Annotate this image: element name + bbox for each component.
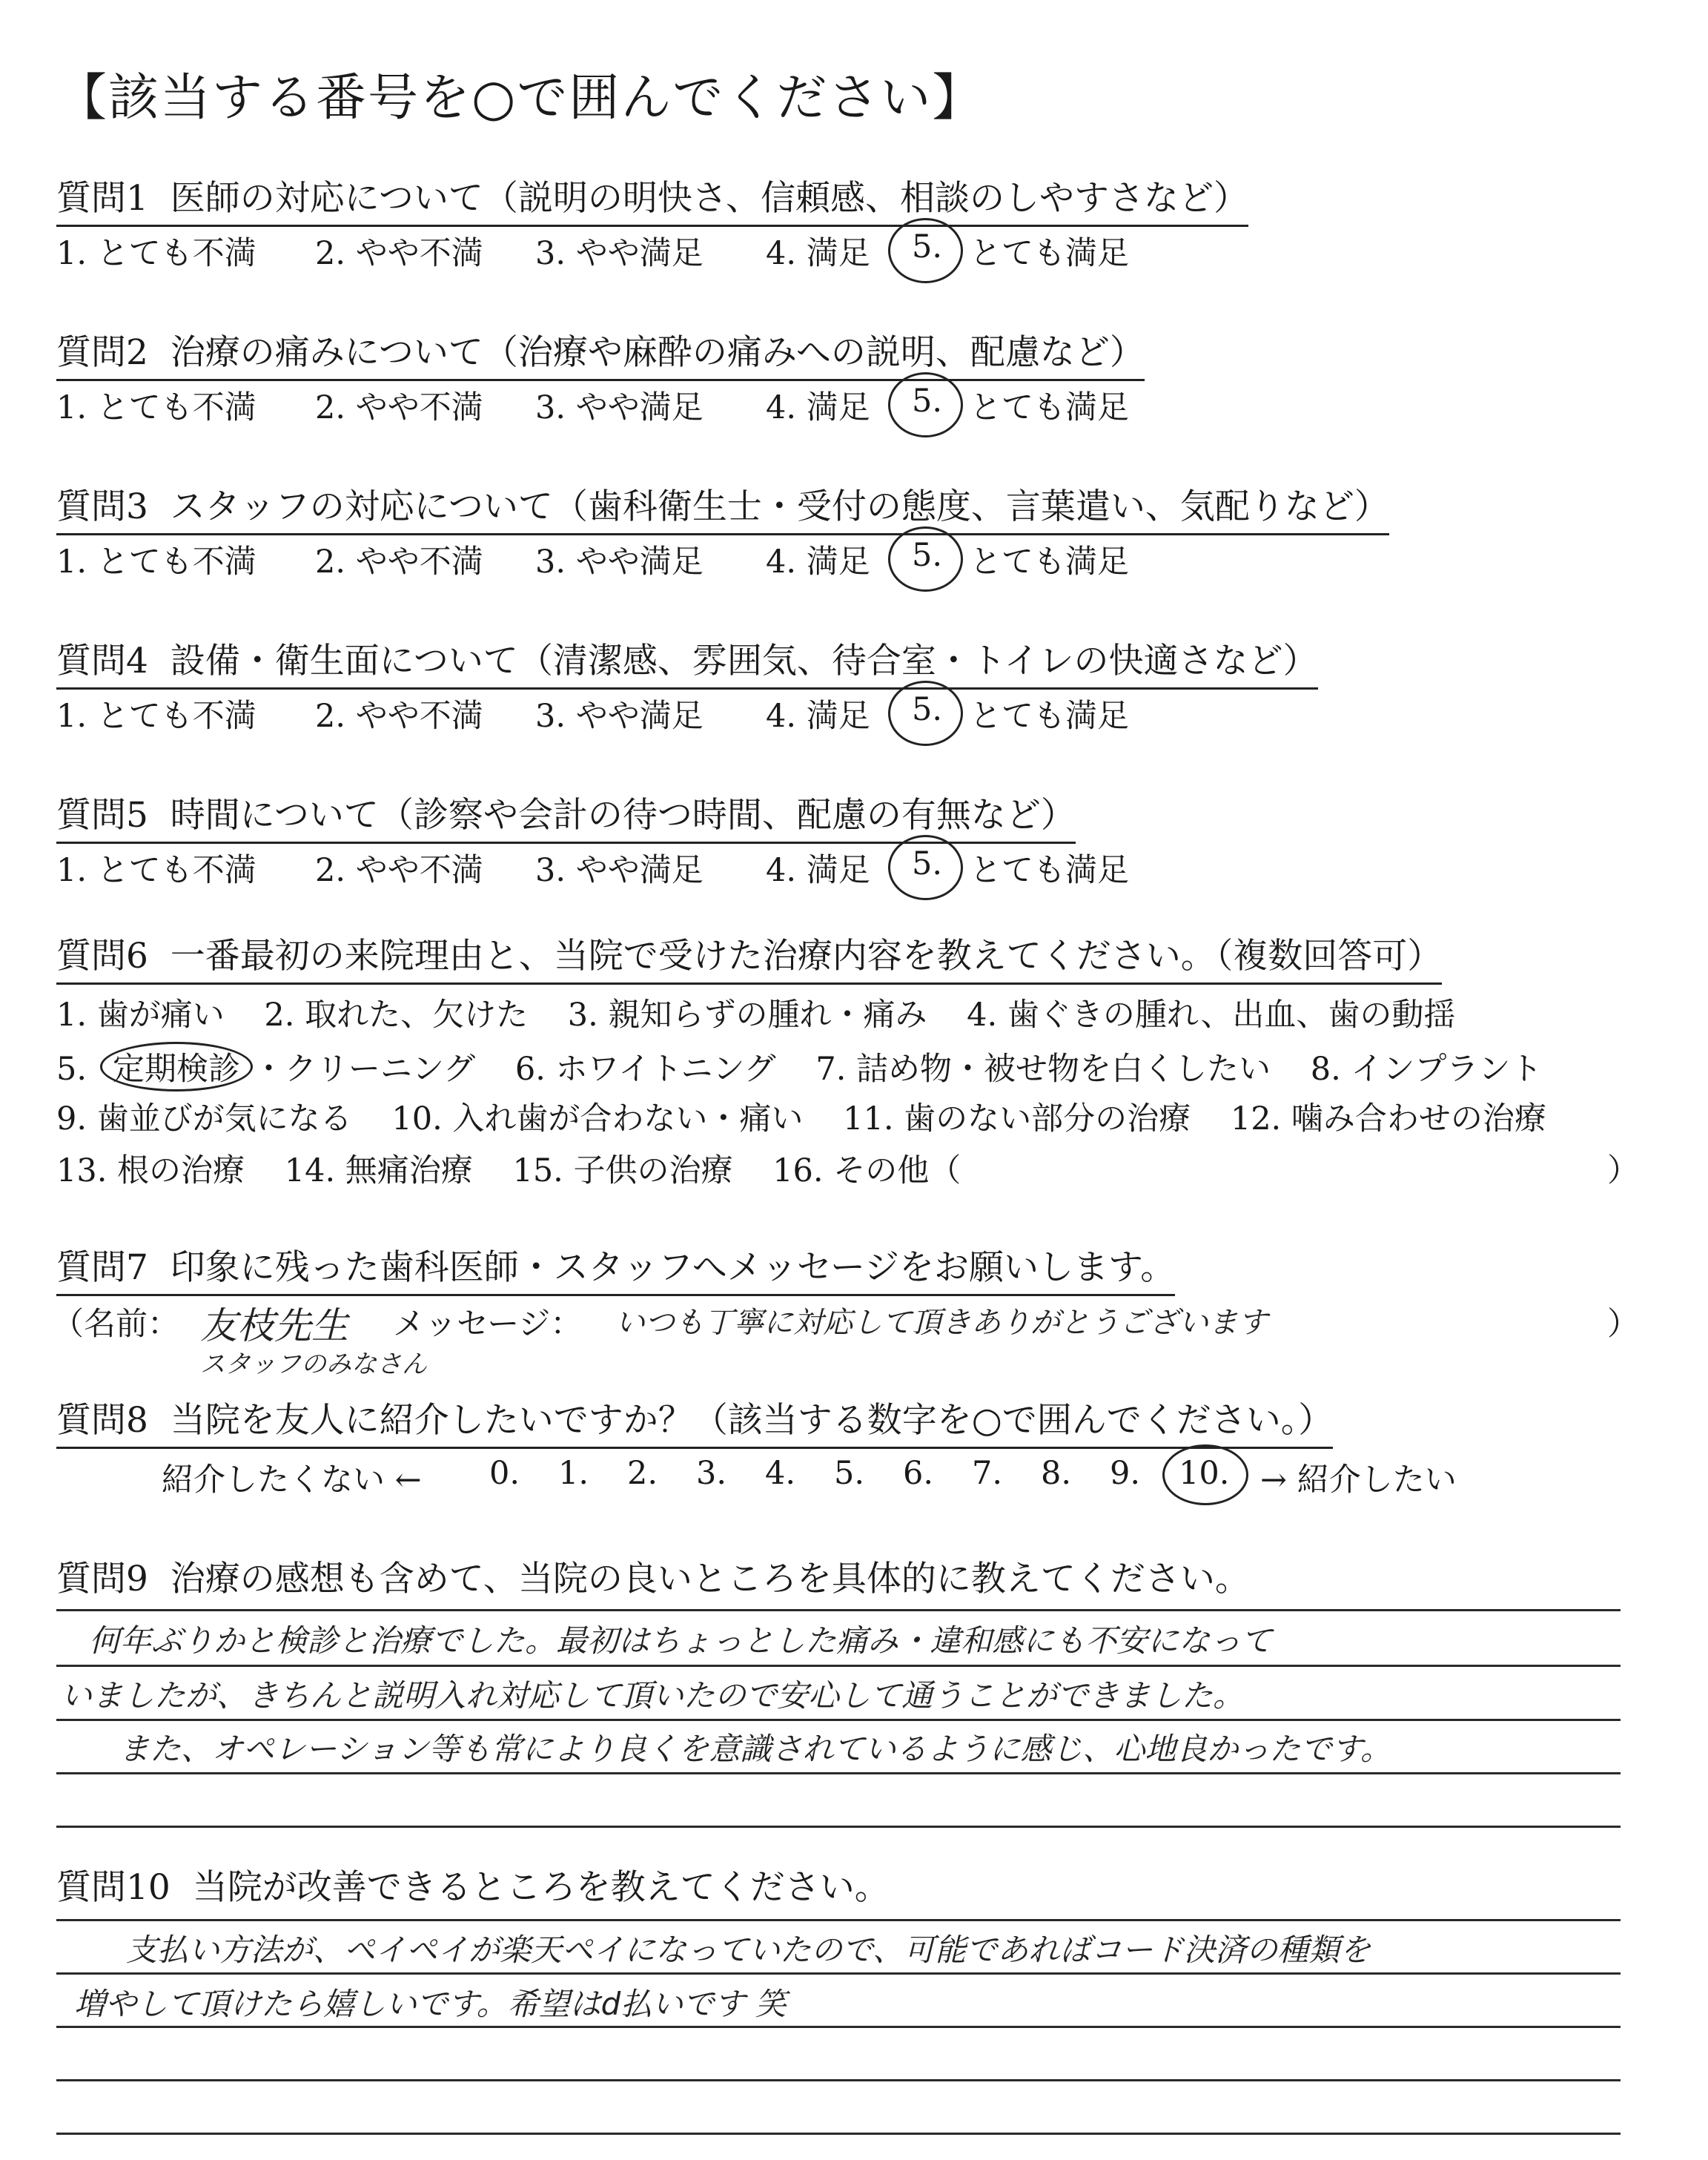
scale-option[interactable]: 5. [912,383,943,420]
question-title [56,479,1389,535]
q6-option[interactable]: 10. 入れ歯が合わない・痛い [391,1100,804,1137]
scale-option[interactable]: 2. やや不満 [315,544,483,581]
q10-rule [56,1919,1621,1921]
q9-rule [56,1826,1621,1828]
scale-option[interactable]: とても満足 [970,852,1129,889]
recommend-scale-option[interactable]: 8. [1041,1455,1072,1492]
q7-message-label: メッセージ： [393,1306,583,1343]
scale-option[interactable]: 1. とても不満 [56,544,256,581]
q9-rule [56,1772,1621,1774]
q6-label: 質問6 [56,936,148,977]
q6-option[interactable]: 14. 無痛治療 [284,1152,473,1189]
q6-option[interactable]: 16. その他（ [772,1152,961,1189]
selection-circle [888,526,963,592]
recommend-scale-option[interactable]: 4. [765,1455,796,1492]
q9-label: 質問9 [56,1559,148,1599]
question-title [56,325,1145,381]
scale-option[interactable]: 4. 満足 [766,852,870,889]
q10-rule [56,2133,1621,2135]
q6-option[interactable]: 9. 歯並びが気になる [56,1100,352,1137]
question-label: 質問4 [56,641,148,681]
scale-option[interactable]: とても満足 [970,235,1129,272]
q6-option[interactable]: 8. インプラント [1310,1051,1543,1088]
q6-option[interactable]: 13. 根の治療 [56,1152,245,1189]
scale-option[interactable]: 1. とても不満 [56,235,256,272]
q7-message-value[interactable]: いつも丁寧に対応して頂きありがとうございます [615,1306,1268,1340]
q10-title [56,1860,890,1909]
q9-rule [56,1665,1621,1667]
scale-option[interactable]: 4. 満足 [766,698,870,735]
scale-option[interactable]: 4. 満足 [766,389,870,426]
q9-answer-line[interactable]: また、オペレーション等も常により良くを意識されているように感じ、心地良かったです。 [119,1731,1391,1767]
question-title [56,171,1248,227]
q6-option[interactable]: 11. 歯のない部分の治療 [843,1100,1191,1137]
q6-option-selected[interactable]: 定期検診 [100,1042,253,1091]
scale-option[interactable]: 5. [912,537,943,574]
recommend-scale-option[interactable]: 2. [627,1455,658,1492]
scale-option[interactable]: 5. [912,228,943,265]
q10-rule [56,2079,1621,2081]
q6-row-2 [56,1042,1542,1091]
scale-option[interactable]: とても満足 [970,698,1129,735]
q8-text: 当院を友人に紹介したいですか？（該当する数字を○で囲んでください。） [170,1400,1334,1441]
scale-option[interactable]: 3. やや満足 [535,544,704,581]
scale-option[interactable]: 1. とても不満 [56,852,256,889]
q6-option-number: 5. [56,1051,87,1088]
q6-row-1 [56,990,1455,1035]
q6-option[interactable]: ・クリーニング [253,1051,476,1088]
q10-rule [56,2026,1621,2028]
q6-title [56,928,1442,985]
q10-rule [56,1972,1621,1975]
q6-option[interactable]: 4. 歯ぐきの腫れ、出血、歯の動揺 [967,997,1456,1034]
page-title: 【該当する番号を○で囲んでください】 [56,69,984,128]
recommend-scale-option[interactable]: 1. [558,1455,589,1492]
recommend-scale-option[interactable]: 3. [696,1455,727,1492]
q8-label: 質問8 [56,1400,148,1441]
question-title [56,633,1318,690]
q6-text: 一番最初の来院理由と、当院で受けた治療内容を教えてください。（複数回答可） [170,936,1443,977]
question-text: 時間について（診察や会計の待つ時間、配慮の有無など） [170,795,1076,836]
scale-option[interactable]: 4. 満足 [766,544,870,581]
scale-option[interactable]: 5. [912,691,943,728]
q10-answer-line[interactable]: 増やして頂けたら嬉しいです。希望はd払いです 笑 [74,1986,787,2022]
scale-option[interactable]: 2. やや不満 [315,389,483,426]
q6-option[interactable]: 3. 親知らずの腫れ・痛み [567,997,927,1034]
question-text: 治療の痛みについて（治療や麻酔の痛みへの説明、配慮など） [170,332,1145,373]
recommend-scale-option[interactable]: 7. [972,1455,1003,1492]
question-text: スタッフの対応について（歯科衛生士・受付の態度、言葉遣い、気配りなど） [170,486,1389,527]
q6-row-4 [56,1146,961,1191]
q6-option[interactable]: 7. 詰め物・被せ物を白くしたい [815,1051,1271,1088]
selection-circle [888,218,963,283]
scale-option[interactable]: 5. [912,845,943,882]
scale-option[interactable]: 2. やや不満 [315,235,483,272]
q8-left: 紹介したくない ← [162,1462,422,1499]
scale-option[interactable]: 3. やや満足 [535,389,704,426]
recommend-scale-option[interactable]: 6. [903,1455,934,1492]
q9-text: 治療の感想も含めて、当院の良いところを具体的に教えてください。 [170,1559,1250,1599]
recommend-selection-circle [1162,1444,1248,1505]
scale-option[interactable]: 2. やや不満 [315,852,483,889]
q6-option[interactable]: 1. 歯が痛い [56,997,225,1034]
recommend-scale-option[interactable]: 5. [834,1455,865,1492]
scale-option[interactable]: とても満足 [970,544,1129,581]
selection-circle [888,835,963,900]
selection-circle [888,372,963,437]
question-text: 設備・衛生面について（清潔感、雰囲気、待合室・トイレの快適さなど） [170,641,1318,681]
q7-title [56,1240,1175,1296]
question-label: 質問2 [56,332,148,373]
question-label: 質問3 [56,486,148,527]
q6-option[interactable]: 6. ホワイトニング [514,1051,776,1088]
scale-option[interactable]: 1. とても不満 [56,698,256,735]
recommend-scale-option[interactable]: 10. [1179,1455,1230,1492]
q10-text: 当院が改善できるところを教えてください。 [192,1867,890,1908]
recommend-scale-option[interactable]: 9. [1110,1455,1141,1492]
question-label: 質問5 [56,795,148,836]
q9-answer-line[interactable]: 何年ぶりかと検診と治療でした。最初はちょっとした痛み・違和感にも不安になって [89,1622,1273,1659]
selection-circle [888,681,963,746]
q10-answer-line[interactable]: 支払い方法が、ペイペイが楽天ペイになっていたので、可能であればコード決済の種類を [126,1932,1371,1968]
question-text: 医師の対応について（説明の明快さ、信頼感、相談のしやすさなど） [170,178,1248,219]
scale-option[interactable]: 3. やや満足 [535,698,704,735]
q6-option[interactable]: 2. 取れた、欠けた [264,997,529,1034]
scale-option[interactable]: 4. 満足 [766,235,870,272]
q6-row-3 [56,1094,1546,1139]
q7-text: 印象に残った歯科医師・スタッフへメッセージをお願いします。 [170,1247,1176,1288]
q8-right: → 紹介したい [1260,1462,1457,1499]
question-label: 質問1 [56,178,148,219]
q8-title [56,1393,1333,1449]
scale-option[interactable]: 3. やや満足 [535,852,704,889]
q9-title [56,1551,1250,1601]
scale-option[interactable]: 2. やや不満 [315,698,483,735]
scale-option[interactable]: 3. やや満足 [535,235,704,272]
recommend-scale-option[interactable]: 0. [489,1455,520,1492]
q6-other-close: ） [1607,1152,1639,1189]
q9-rule [56,1719,1621,1721]
q7-label: 質問7 [56,1247,148,1288]
q7-name-value[interactable]: 友枝先生 [200,1304,348,1347]
q7-close: ） [1607,1306,1639,1343]
q9-rule [56,1609,1621,1611]
q6-option[interactable]: 12. 噛み合わせの治療 [1230,1100,1546,1137]
q6-option[interactable]: 15. 子供の治療 [512,1152,733,1189]
q7-name-label: （名前： [52,1306,179,1343]
q7-name-value-2[interactable]: スタッフのみなさん [200,1350,427,1379]
scale-option[interactable]: 1. とても不満 [56,389,256,426]
q10-label: 質問10 [56,1867,171,1908]
scale-option[interactable]: とても満足 [970,389,1129,426]
q9-answer-line[interactable]: いましたが、きちんと説明入れ対応して頂いたので安心して通うことができました。 [61,1677,1245,1714]
